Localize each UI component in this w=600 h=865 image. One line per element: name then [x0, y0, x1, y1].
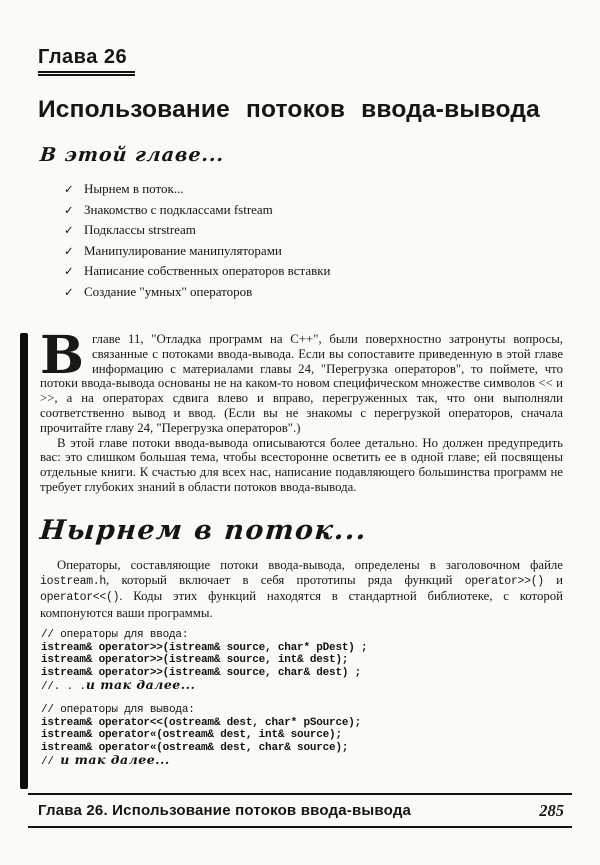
- code-line: istream& operator«(ostream& dest, char& source);: [41, 741, 349, 754]
- intro-paragraph-1: [40, 325, 563, 436]
- checklist-item: [64, 220, 600, 241]
- code-comment: [41, 754, 600, 769]
- checklist-item: [64, 200, 600, 221]
- in-this-chapter-heading: В этой главе...: [39, 144, 226, 166]
- code-block-input-operators: [41, 629, 600, 694]
- code-line: istream& operator<<(ostream& dest, char* pSource);: [41, 716, 362, 729]
- checklist-item-label: Подклассы strstream: [84, 222, 196, 237]
- code-comment-prefix: //. . .: [41, 681, 86, 694]
- chapter-label: Глава 26: [38, 46, 135, 76]
- chapter-checklist: [64, 179, 600, 302]
- code-comment-prefix: //: [41, 756, 61, 769]
- paragraph-text: Операторы, составляющие потоки ввода-вывода, определены в заголовочном файле: [57, 557, 563, 572]
- code-block-output-operators: [41, 704, 600, 769]
- paragraph-text: . Коды этих функций находятся в стандартной библиотеке, с которой компонуются ваши программы.: [40, 589, 563, 621]
- check-icon: ✓: [64, 223, 74, 237]
- code-line: istream& operator>>(istream& source, char* pDest) ;: [41, 641, 368, 654]
- code-comment: [41, 679, 600, 694]
- paragraph-text: главе 11, "Отладка программ на C++", были поверхностно затронуты вопросы, связанные с потоками ввода-вывода. Если вы сопоставите приведенную в этой главе информацию с материалами главы 24, "Перегрузка операторов", то поймете, что потоки ввода-вывода основаны не на каком-то новом специфическом множестве символов << и >>, а на операторах сдвига влево и вправо, перегруженных так, что они выполняли соответственно вывод и ввод. (Если вы не знакомы с перегрузкой операторов, сначала прочитайте главу 24, "Перегрузка операторов".): [40, 332, 563, 435]
- section-paragraph: [40, 558, 563, 621]
- checklist-item-label: Написание собственных операторов вставки: [84, 263, 331, 278]
- checklist-item: [64, 241, 600, 262]
- checklist-item-label: Манипулирование манипуляторами: [84, 242, 282, 258]
- page-footer: [28, 793, 572, 828]
- page-title: Использование потоков ввода-вывода: [38, 96, 540, 123]
- code-line: istream& operator>>(istream& source, char& dest) ;: [41, 666, 362, 679]
- checklist-item-label: Нырнем в поток...: [84, 181, 184, 196]
- intro-paragraph-2: В этой главе потоки ввода-вывода описываются более детально. Но должен предупредить вас: это слишком большая тема, чтобы всесторонне осветить ее в одной главе; ей посвящены отдельные книги. К счастью для всех нас, написание подавляющего большинства программ не требует глубоких знаний в области потоков ввода-вывода.: [40, 435, 563, 494]
- paragraph-text: и: [543, 572, 563, 587]
- check-icon: ✓: [64, 243, 74, 258]
- drop-cap: В: [40, 325, 84, 386]
- inline-code: iostream.h: [40, 574, 107, 588]
- footer-page-number: 285: [539, 800, 564, 820]
- etcetera-script-text: и так далее...: [60, 752, 170, 768]
- check-icon: ✓: [64, 182, 74, 196]
- footer-chapter-title: Глава 26. Использование потоков ввода-вывода: [38, 802, 412, 819]
- checklist-item: [64, 179, 600, 200]
- code-line: istream& operator«(ostream& dest, int& source);: [41, 729, 342, 742]
- etcetera-script-text: и так далее...: [85, 677, 196, 693]
- intro-section: [40, 325, 563, 495]
- scan-edge-artifact: [20, 333, 28, 789]
- inline-code: operator>>(): [464, 574, 544, 588]
- section-body: [40, 558, 563, 621]
- code-line: istream& operator>>(istream& source, int& dest);: [41, 654, 349, 667]
- check-icon: ✓: [64, 284, 74, 299]
- check-icon: ✓: [64, 202, 74, 217]
- code-comment: // операторы для ввода:: [41, 628, 189, 641]
- checklist-item-label: Знакомство с подклассами fstream: [84, 201, 273, 217]
- checklist-item: [64, 261, 600, 282]
- checklist-item: [64, 282, 600, 303]
- inline-code: operator<<(): [40, 591, 120, 605]
- checklist-item-label: Создание "умных" операторов: [84, 283, 253, 299]
- check-icon: ✓: [64, 264, 74, 278]
- code-comment: // операторы для вывода:: [41, 703, 195, 716]
- section-heading: Нырнем в поток...: [38, 514, 369, 546]
- paragraph-text: , который включает в себя прототипы ряда функций: [106, 572, 465, 587]
